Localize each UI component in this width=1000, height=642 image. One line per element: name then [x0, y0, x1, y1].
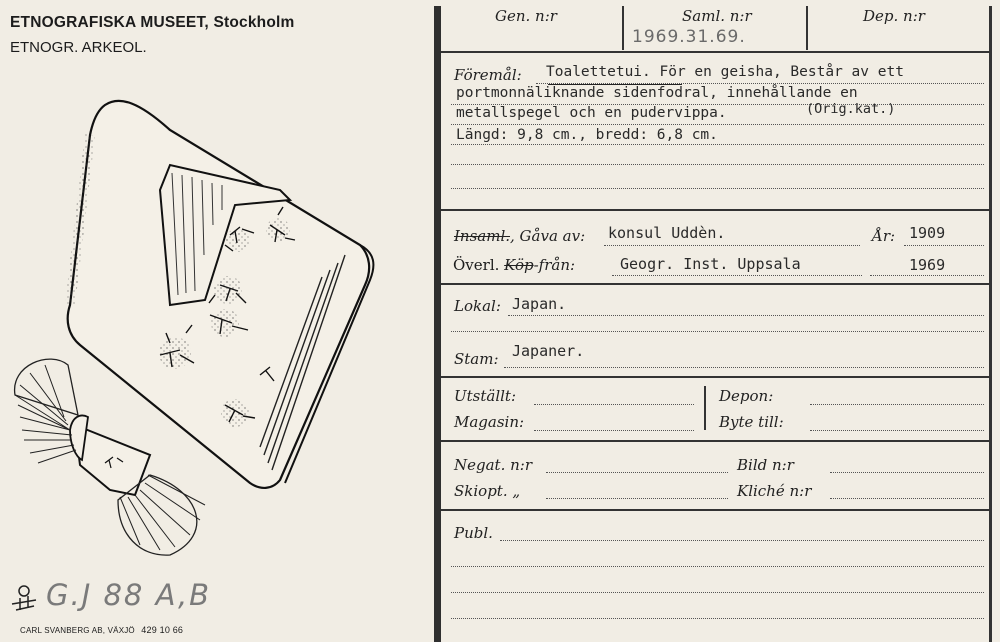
cliche-label: Kliché n:r	[737, 482, 812, 500]
bild-label: Bild n:r	[737, 456, 794, 474]
stam-value: Japaner.	[512, 342, 585, 360]
orig-kat-note: (Orig.kat.)	[806, 101, 896, 117]
divider	[604, 245, 860, 246]
overl-row	[453, 256, 575, 274]
stam-label: Stam:	[454, 350, 499, 368]
printer-name: CARL SVANBERG AB, VÄXJÖ	[20, 626, 135, 635]
divider	[508, 315, 984, 316]
divider	[441, 51, 991, 53]
divider	[451, 331, 984, 332]
divider	[451, 566, 984, 567]
divider	[810, 430, 984, 431]
divider	[534, 404, 694, 405]
museum-header	[10, 14, 294, 32]
lokal-value: Japan.	[512, 295, 567, 313]
divider	[451, 104, 984, 105]
divider	[806, 6, 808, 50]
fran-value: Geogr. Inst. Uppsala	[620, 255, 801, 273]
illustration-toilet-case	[10, 95, 390, 565]
divider	[810, 404, 984, 405]
divider	[870, 275, 984, 276]
print-code: 429 10 66	[141, 625, 184, 635]
divider	[612, 275, 862, 276]
lokal-label: Lokal:	[454, 297, 501, 315]
divider	[546, 498, 728, 499]
magasin-label: Magasin:	[454, 413, 525, 431]
insaml-label: Insaml.	[454, 227, 511, 245]
kop-label: Köp	[504, 256, 534, 274]
ar-value: 1909	[909, 224, 946, 242]
gava-row	[454, 227, 585, 245]
foremal-label: Föremål:	[454, 66, 522, 84]
fran-year: 1969	[909, 256, 946, 274]
divider	[441, 440, 991, 442]
divider	[451, 188, 984, 189]
publ-label: Publ.	[454, 524, 493, 542]
department-label: ETNOGR. ARKEOL.	[10, 39, 147, 56]
divider	[451, 618, 984, 619]
negat-label: Negat. n:r	[454, 456, 532, 474]
divider	[451, 164, 984, 165]
gava-value: konsul Uddèn.	[608, 224, 726, 242]
gen-nr-label: Gen. n:r	[495, 7, 557, 25]
divider	[441, 283, 991, 285]
printer-footer	[20, 625, 183, 635]
divider	[534, 430, 694, 431]
depon-label: Depon:	[719, 387, 774, 405]
fran-label: -från:	[533, 256, 576, 274]
overl-label: Överl.	[453, 256, 500, 274]
dep-nr-label: Dep. n:r	[863, 7, 925, 25]
divider	[441, 376, 991, 378]
museum-city: Stockholm	[213, 14, 295, 31]
divider	[704, 386, 706, 430]
divider	[451, 144, 984, 145]
divider	[441, 509, 991, 511]
gava-label: , Gåva av:	[510, 227, 586, 245]
divider	[451, 592, 984, 593]
divider	[546, 472, 728, 473]
ar-label: År:	[872, 227, 896, 245]
handwritten-number: G.J 88 A,B	[46, 578, 212, 612]
divider	[441, 209, 991, 211]
foremal-line-2: portmonnäliknande sidenfodral, innehållande en	[456, 85, 858, 101]
foremal-line-3: metallspegel och en pudervippa.	[456, 105, 727, 121]
divider	[830, 498, 984, 499]
saml-nr-value: 1969.31.69.	[632, 27, 746, 47]
divider	[500, 540, 984, 541]
card-right-border	[989, 6, 992, 642]
divider	[904, 245, 984, 246]
museum-name: ETNOGRAFISKA MUSEET,	[10, 14, 209, 31]
divider	[622, 6, 624, 50]
divider	[536, 83, 984, 84]
saml-nr-label: Saml. n:r	[682, 7, 752, 25]
skiopt-label: Skiopt. „	[454, 482, 521, 500]
divider	[504, 367, 984, 368]
foremal-line-4: Längd: 9,8 cm., bredd: 6,8 cm.	[456, 127, 718, 143]
card-left-border	[434, 6, 441, 642]
utstallt-label: Utställt:	[454, 387, 517, 405]
foremal-line-1: Toalettetui. För en geisha, Består av ett	[546, 64, 904, 80]
divider	[451, 124, 984, 125]
divider	[830, 472, 984, 473]
byte-till-label: Byte till:	[719, 413, 784, 431]
stamp-icon	[8, 582, 40, 612]
